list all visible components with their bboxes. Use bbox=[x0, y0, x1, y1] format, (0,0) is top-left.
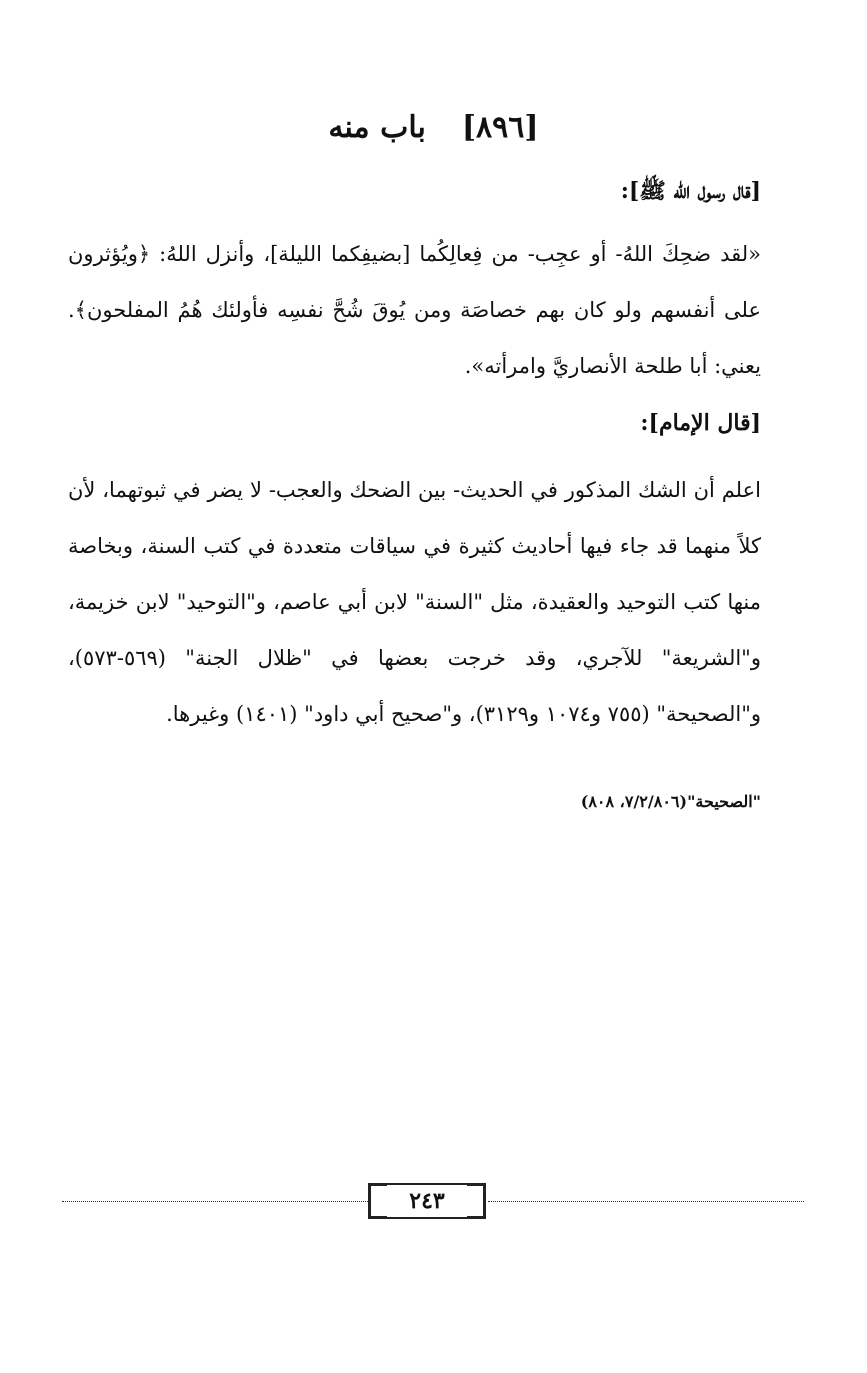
chapter-number: [٨٩٦] bbox=[461, 110, 539, 145]
chapter-title: باب منه bbox=[328, 110, 426, 145]
source-reference: "الصحيحة"(٧/٢/٨٠٦، ٨٠٨) bbox=[580, 792, 761, 811]
hadith-text: «لقد ضحِكَ اللهُ- أو عجِب- من فِعالِكُما [بضيفِكما الليلة]، وأنزل اللهُ: ﴿ويُؤثرون على أنفسهم ولو كان بهم خصاصَة ومن يُوقَ شُحَّ نفسِه فأولئك هُمُ المفلحون﴾. يعني: أبا طلحة الأنصاريَّ وامرأته». bbox=[68, 242, 761, 378]
chapter-heading bbox=[0, 108, 867, 148]
section-heading-prophet: [قال رسول الله ﷺ]: bbox=[620, 178, 761, 204]
page-number-frame bbox=[370, 1183, 484, 1219]
footer-rule-right bbox=[488, 1201, 804, 1202]
page-number: ٢٤٣ bbox=[409, 1188, 445, 1214]
section-heading-imam: [قال الإمام]: bbox=[640, 410, 761, 436]
footer-rule-left bbox=[62, 1201, 370, 1202]
commentary-text: اعلم أن الشك المذكور في الحديث- بين الضحك والعجب- لا يضر في ثبوتهما، لأن كلاً منهما قد جاء فيها أحاديث كثيرة في سياقات متعددة في كتب السنة، وبخاصة منها كتب التوحيد والعقيدة، مثل "السنة" لابن أبي عاصم، و"التوحيد" لابن خزيمة، و"الشريعة" للآجري، وقد خرجت بعضها في "ظلال الجنة" (٥٦٩-٥٧٣)، و"الصحيحة" (٧٥٥ و١٠٧٤ و٣١٢٩)، و"صحيح أبي داود" (١٤٠١) وغيرها. bbox=[68, 478, 761, 726]
